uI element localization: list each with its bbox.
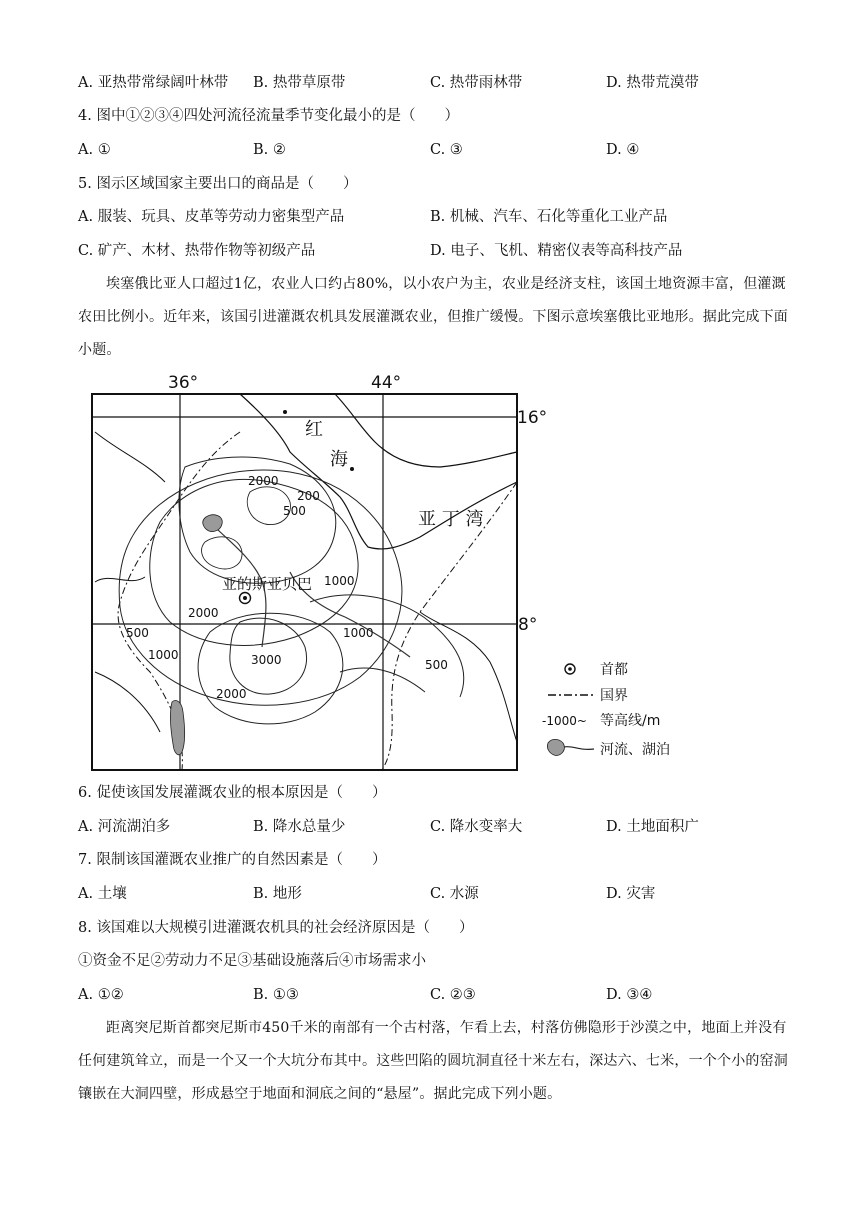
passage-ethiopia (78, 268, 790, 367)
contour-label: 500 (283, 504, 306, 518)
q5-option-b: B. 机械、汽车、石化等重化工业产品 (430, 209, 668, 225)
contour-icon: -1000~ (542, 714, 587, 728)
contour-label: 500 (126, 626, 149, 640)
contour-label: 2000 (248, 474, 279, 488)
passage-tunisia-text: 距离突尼斯首都突尼斯市450千米的南部有一个古村落，乍看上去，村落仿佛隐形于沙漠之中，地面上并没有任何建筑耸立，而是一个又一个大坑分布其中。这些凹陷的圆坑洞直径十米左右，深达六、七米，一个个小的窑洞镶嵌在大洞四壁，形成悬空于地面和洞底之间的“悬屋”。据此完成下列小题。 (78, 1020, 788, 1102)
ethiopia-terrain-map (90, 372, 560, 774)
capital-icon-dot (568, 667, 572, 671)
q4-option-b: B. ② (253, 142, 286, 158)
contour-label: 3000 (251, 653, 282, 667)
contour-label: 1000 (148, 648, 179, 662)
q8-option-a: A. ①② (78, 987, 124, 1003)
passage-tunisia (78, 1012, 790, 1111)
lon-label-44: 44° (371, 373, 402, 393)
q7-stem: 7. 限制该国灌溉农业推广的自然因素是（ ） (78, 852, 387, 868)
lat-label-8: 8° (518, 615, 538, 635)
q6-option-c: C. 降水变率大 (430, 819, 523, 835)
contour-label: 500 (425, 658, 448, 672)
q8-stem: 8. 该国难以大规模引进灌溉农机具的社会经济原因是（ ） (78, 920, 474, 936)
capital-dot (243, 596, 247, 600)
q6-option-a: A. 河流湖泊多 (78, 819, 171, 835)
lat-label-16: 16° (517, 408, 548, 428)
q4-stem: 4. 图中①②③④四处河流径流量季节变化最小的是（ ） (78, 108, 459, 124)
q8-option-c: C. ②③ (430, 987, 476, 1003)
q6-option-b: B. 降水总量少 (253, 819, 346, 835)
legend-river-label: 河流、湖泊 (600, 742, 670, 758)
contour-label: 2000 (216, 687, 247, 701)
island-1 (283, 410, 287, 414)
legend-contour-label: 等高线/m (600, 713, 661, 729)
q8-option-d: D. ③④ (606, 987, 653, 1003)
q7-option-b: B. 地形 (253, 886, 302, 902)
q7-option-a: A. 土壤 (78, 886, 127, 902)
contour-label: 200 (297, 489, 320, 503)
contour-label: 1000 (324, 574, 355, 588)
passage-ethiopia-text: 埃塞俄比亚人口超过1亿，农业人口约占80%，以小农户为主，农业是经济支柱，该国土地资源丰富，但灌溉农田比例小。近年来，该国引进灌溉农机具发展灌溉农业，但推广缓慢。下图示意埃塞俄比亚地形。据此完成下面小题。 (78, 276, 788, 358)
q3-option-b: B. 热带草原带 (253, 75, 346, 91)
contour-label: 2000 (188, 606, 219, 620)
legend-border-label: 国界 (600, 688, 628, 704)
q4-option-c: C. ③ (430, 142, 463, 158)
lon-label-36: 36° (168, 373, 199, 393)
capital-label: 亚的斯亚贝巴 (222, 575, 313, 593)
q8-option-b: B. ①③ (253, 987, 299, 1003)
island-2 (350, 467, 354, 471)
q4-option-d: D. ④ (606, 142, 640, 158)
lake-tana (203, 515, 222, 532)
map-svg (90, 372, 560, 774)
red-sea-label-2: 海 (330, 449, 348, 470)
river-icon-line (564, 747, 594, 750)
q3-option-d: D. 热带荒漠带 (606, 75, 699, 91)
q5-option-d: D. 电子、飞机、精密仪表等高科技产品 (430, 243, 683, 259)
map-legend (540, 655, 700, 765)
q6-option-d: D. 土地面积广 (606, 819, 699, 835)
legend-capital-label: 首都 (600, 662, 628, 678)
gulf-of-aden-label: 亚 丁 湾 (418, 509, 484, 530)
q8-subitems: ①资金不足②劳动力不足③基础设施落后④市场需求小 (78, 953, 426, 969)
q6-stem: 6. 促使该国发展灌溉农业的根本原因是（ ） (78, 785, 387, 801)
q7-option-c: C. 水源 (430, 886, 479, 902)
q3-option-a: A. 亚热带常绿阔叶林带 (78, 75, 229, 91)
river-lake-icon (547, 739, 564, 755)
q7-option-d: D. 灾害 (606, 886, 656, 902)
q5-option-a: A. 服装、玩具、皮革等劳动力密集型产品 (78, 209, 345, 225)
contour-label: 1000 (343, 626, 374, 640)
q5-stem: 5. 图示区域国家主要出口的商品是（ ） (78, 176, 358, 192)
q4-option-a: A. ① (78, 142, 111, 158)
q5-option-c: C. 矿产、木材、热带作物等初级产品 (78, 243, 316, 259)
q3-option-c: C. 热带雨林带 (430, 75, 523, 91)
red-sea-label-1: 红 (305, 419, 323, 440)
